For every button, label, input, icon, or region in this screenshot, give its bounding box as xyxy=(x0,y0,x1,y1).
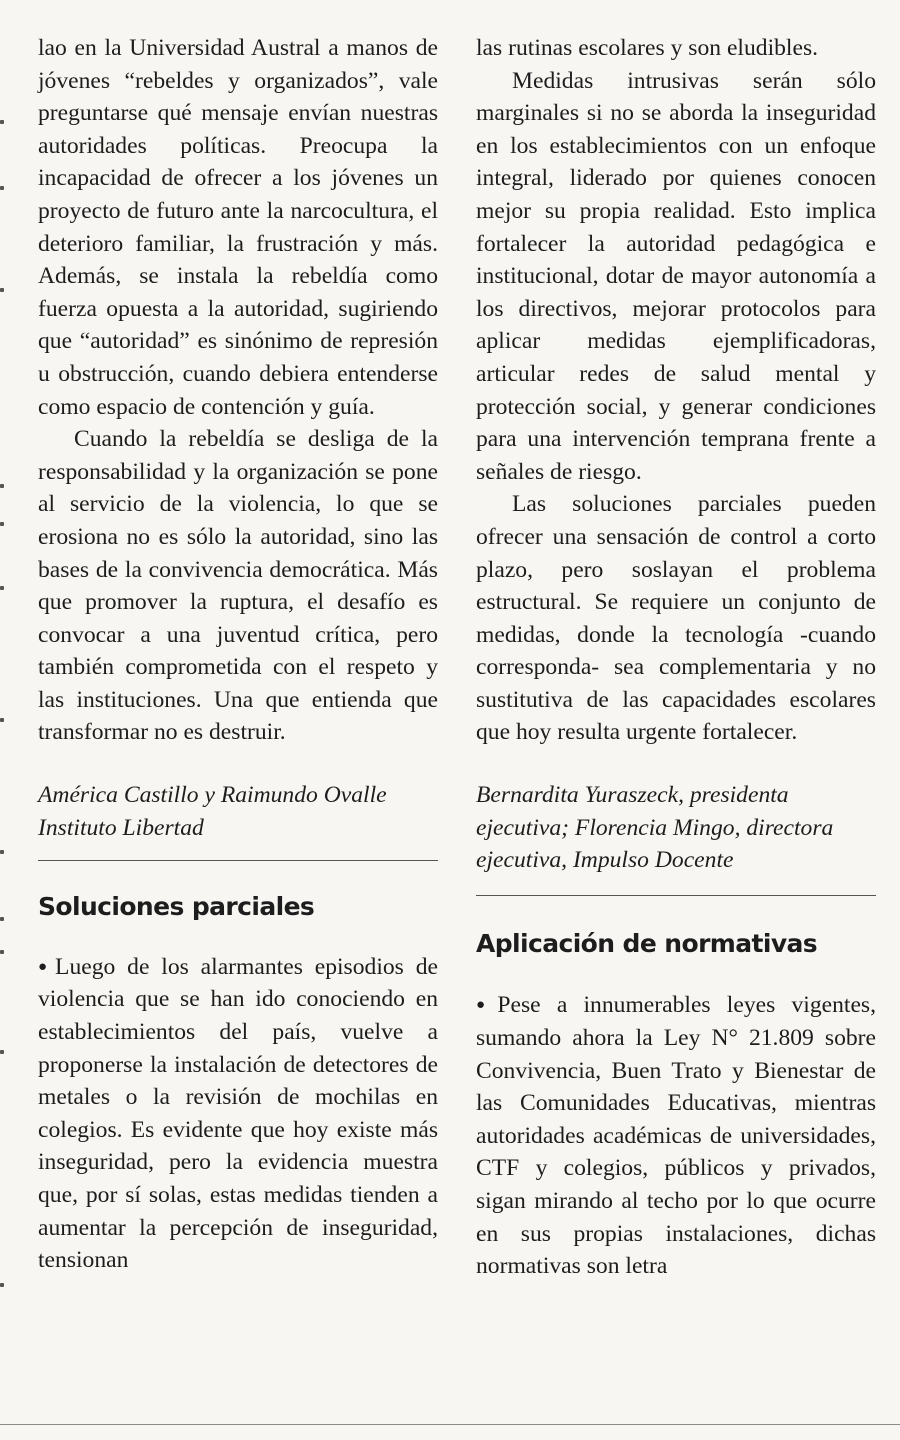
left-paragraph-1: lao en la Universidad Austral a manos de jóvenes “rebeldes y organizados”, vale preguntarse qué mensaje envían nuestras autoridades políticas. Preocupa la incapacidad de ofrecer a los jóvenes un proyecto de futuro ante la narcocultura, el deterioro familiar, la frustración y más. Además, se instala la rebeldía como fuerza opuesta a la autoridad, sugiriendo que “autoridad” es sinónimo de represión u obstrucción, cuando debiera entenderse como espacio de contención y guía. xyxy=(38,35,438,420)
edge-mark xyxy=(0,850,4,854)
left-column xyxy=(38,32,438,1277)
right-paragraph-3: Las soluciones parciales pueden ofrecer una sensación de control a corto plazo, pero soslayan el problema estructural. Se requiere un conjunto de medidas, donde la tecnología -cuando corresponda- sea complementaria y no sustitutiva de las capacidades escolares que hoy resulta urgente fortalecer. xyxy=(476,491,876,746)
letter-heading-normativas: Aplicación de normativas xyxy=(476,928,818,958)
section-divider xyxy=(476,895,876,896)
right-paragraph-1: las rutinas escolares y son eludibles. xyxy=(476,35,819,61)
edge-mark xyxy=(0,718,4,722)
page-bottom-rule xyxy=(0,1424,900,1425)
letter-body-text: Pese a innumerables leyes vigentes, sumando ahora la Ley N° 21.809 sobre Convivencia, Buen Trato y Bienestar de las Comunidades Educativas, mientras autoridades académicas de universidades, CTF y colegios, públicos y privados, sigan mirando al techo por lo que ocurre en sus propias instalaciones, dichas normativas son letra xyxy=(476,992,877,1280)
signature-organization: Instituto Libertad xyxy=(38,814,204,841)
letter-body-normativas xyxy=(476,989,876,1282)
edge-mark xyxy=(0,1050,4,1054)
right-paragraph-2: Medidas intrusivas serán sólo marginales si no se aborda la inseguridad en los establecimientos con un enfoque integral, liderado por quienes conocen mejor su propia realidad. Esto implica fortalecer la autoridad pedagógica e institucional, dotar de mayor autonomía a los directivos, mejorar protocolos para aplicar medidas ejemplificadoras, articular redes de salud mental y protección social, y generar condiciones para una intervención temprana frente a señales de riesgo. xyxy=(476,67,876,485)
letter-body-soluciones xyxy=(38,951,438,1277)
signature-line-3: ejecutiva, Impulso Docente xyxy=(476,847,734,874)
bullet-icon: ● xyxy=(38,958,54,975)
section-divider xyxy=(38,860,438,861)
signature-line-2: ejecutiva; Florencia Mingo, directora xyxy=(476,814,834,841)
letter-heading-soluciones: Soluciones parciales xyxy=(38,892,315,922)
edge-mark xyxy=(0,950,4,954)
edge-mark xyxy=(0,586,4,590)
signature-authors: América Castillo y Raimundo Ovalle xyxy=(38,782,387,809)
edge-mark xyxy=(0,1283,4,1287)
left-paragraph-2: Cuando la rebeldía se desliga de la responsabilidad y la organización se pone al servicio de la violencia, lo que se erosiona no es sólo la autoridad, sino las bases de la convivencia democrática. Más que promover la ruptura, el desafío es convocar a una juventud crítica, pero también comprometida con el respeto y las instituciones. Una que entienda que transformar no es destruir. xyxy=(38,426,438,746)
edge-mark xyxy=(0,120,4,124)
edge-mark xyxy=(0,917,4,921)
edge-mark xyxy=(0,522,4,526)
edge-mark xyxy=(0,186,4,190)
right-column xyxy=(476,32,876,1283)
edge-mark xyxy=(0,288,4,292)
page-edge-marks xyxy=(0,0,6,1440)
edge-mark xyxy=(0,484,4,488)
bullet-icon: ● xyxy=(476,997,496,1014)
letter-body-text: Luego de los alarmantes episodios de violencia que se han ido conociendo en establecimientos del país, vuelve a proponerse la instalación de detectores de metales o la revisión de mochilas en colegios. Es evidente que hoy existe más inseguridad, pero la evidencia muestra que, por sí solas, estas medidas tienden a aumentar la percepción de inseguridad, tensionan xyxy=(38,953,438,1274)
signature-line-1: Bernardita Yuraszeck, presidenta xyxy=(476,782,789,809)
